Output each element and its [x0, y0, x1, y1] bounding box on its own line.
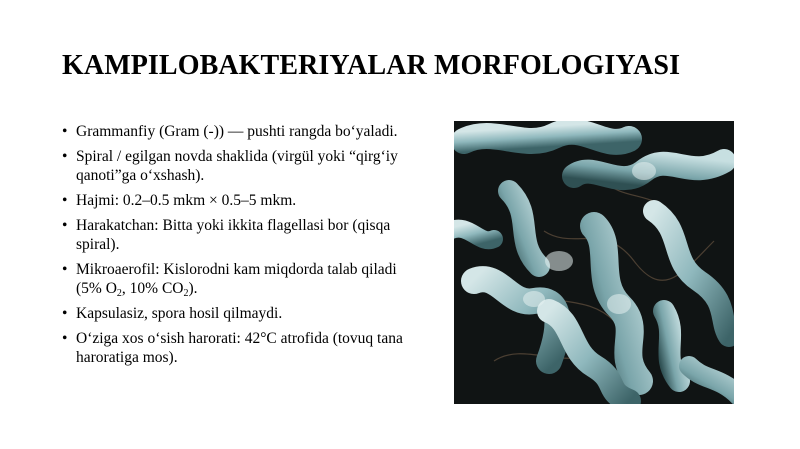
micrograph-illustration	[454, 121, 734, 404]
bullet-item: • O‘ziga xos o‘sish harorati: 42°C atrofida (tovuq tana haroratiga mos).	[62, 330, 403, 366]
bullet-item: • Harakatchan: Bitta yoki ikkita flagellasi bor (qisqa spiral).	[62, 217, 391, 253]
bullet-list	[62, 122, 422, 373]
bacteria-micrograph-image	[454, 121, 734, 404]
bullet-item: • Hajmi: 0.2–0.5 mkm × 0.5–5 mkm.	[62, 192, 297, 209]
slide-title: KAMPILOBAKTERIYALAR MORFOLOGIYASI	[62, 50, 681, 81]
bullet-dot: •	[62, 305, 68, 322]
bullet-dot: •	[62, 261, 68, 278]
bullet-item: • Mikroaerofil: Kislorodni kam miqdorda talab qiladi (5% $O_2$, 10% $CO_2$).	[62, 261, 397, 299]
bullet-dot: •	[62, 123, 68, 140]
bullet-item: • Spiral / egilgan novda shaklida (virgül yoki “qirg‘iy qanoti”ga o‘xshash).	[62, 148, 398, 184]
bullet-dot: •	[62, 192, 68, 209]
bullet-dot: •	[62, 330, 68, 347]
bullet-item: • Grammanfiy (Gram (-)) — pushti rangda bo‘yaladi.	[62, 123, 398, 140]
bullet-dot: •	[62, 217, 68, 234]
bullet-item: • Kapsulasiz, spora hosil qilmaydi.	[62, 305, 283, 322]
bullet-dot: •	[62, 148, 68, 165]
